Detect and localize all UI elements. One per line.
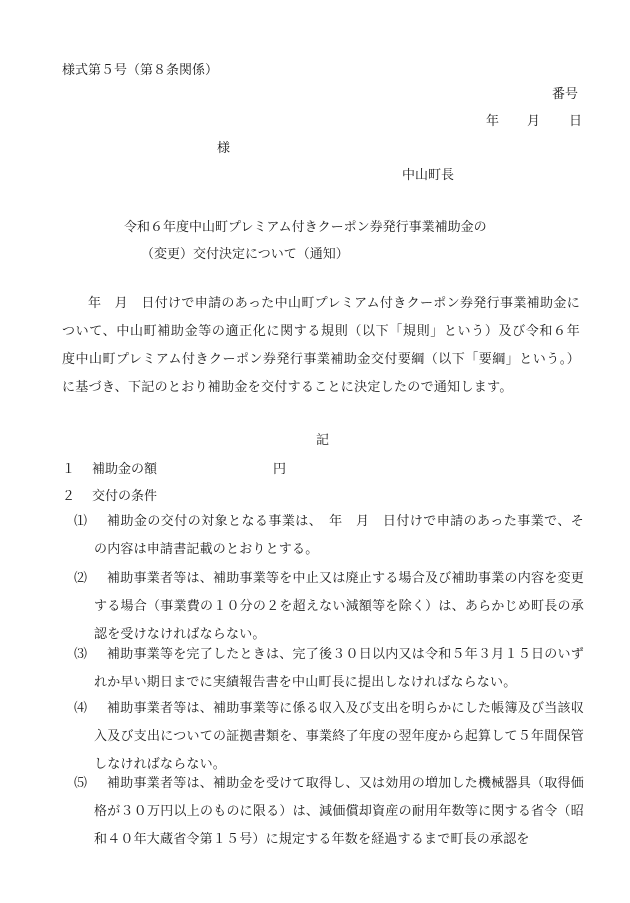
condition-1-number: ⑴	[74, 514, 88, 529]
recipient-suffix: 様	[217, 141, 231, 156]
condition-2-text: 補助事業者等は、補助事業等を中止又は廃止する場合及び補助事業の内容を変更する場合（事業費の１０分の２を超えない減額等を除く）は、あらかじめ町長の承認を受けなければならない。	[94, 571, 584, 642]
item-2-label: 交付の条件	[92, 489, 158, 504]
form-label: 様式第５号（第８条関係）	[62, 63, 219, 78]
title-line-1: 令和６年度中山町プレミアム付きクーポン券発行事業補助金の	[124, 220, 487, 235]
date-day-label: 日	[569, 114, 583, 129]
body-paragraph: 年 月 日付けで申請のあった中山町プレミアム付きクーポン券発行事業補助金について、中山町補助金等の適正化に関する規則（以下「規則」という）及び令和６年度中山町プレミアム付きクーポン券発行事業補助金交付要綱（以下「要綱」という。）に基づき、下記のとおり補助金を交付することに決定したので通知します。	[62, 296, 580, 395]
date-month-label: 月	[527, 114, 541, 129]
item-1-unit: 円	[273, 462, 287, 477]
item-2	[62, 488, 158, 506]
item-1-label: 補助金の額	[92, 462, 158, 477]
condition-3-number: ⑶	[74, 647, 88, 662]
document-number-label: 番号	[552, 87, 579, 102]
condition-4-text: 補助事業者等は、補助事業等に係る収入及び支出を明らかにした帳簿及び当該収入及び支出についての証拠書類を、事業終了年度の翌年度から起算して５年間保管しなければならない。	[94, 701, 584, 772]
ki-heading: 記	[316, 433, 330, 448]
condition-5-number: ⑸	[74, 776, 88, 791]
item-1	[62, 461, 287, 479]
title-line-2: （変更）交付決定について（通知）	[141, 247, 349, 262]
sender-name: 中山町長	[402, 168, 455, 183]
item-2-number: ２	[62, 489, 76, 504]
condition-1-text: 補助金の交付の対象となる事業は、 年 月 日付けで申請のあった事業で、その内容は申請書記載のとおりとする。	[94, 514, 584, 557]
condition-3-text: 補助事業等を完了したときは、完了後３０日以内又は令和５年３月１５日のいずれか早い期日までに実績報告書を中山町長に提出しなければならない。	[94, 647, 584, 690]
item-1-number: １	[62, 462, 76, 477]
condition-2-number: ⑵	[74, 571, 88, 586]
condition-5-text: 補助事業者等は、補助金を受けて取得し、又は効用の増加した機械器具（取得価格が３０万円以上のものに限る）は、減価償却資産の耐用年数等に関する省令（昭和４０年大蔵省令第１５号）に規定する年数を経過するまで町長の承認を	[94, 776, 584, 847]
condition-4-number: ⑷	[74, 701, 88, 716]
date-year-label: 年	[486, 114, 500, 129]
